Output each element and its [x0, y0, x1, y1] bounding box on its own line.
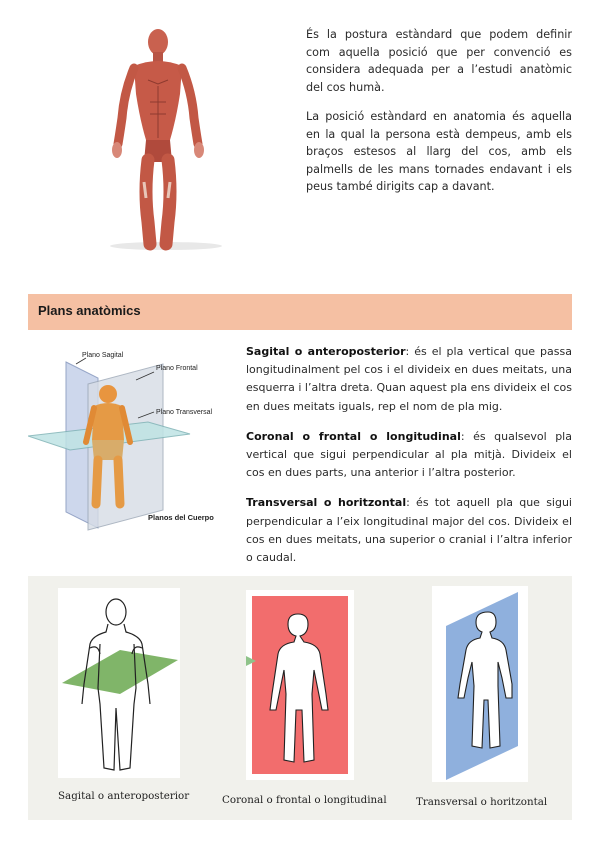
label-plano-sagital: Plano Sagital	[82, 352, 124, 359]
intro-paragraph-1: És la postura estàndard que podem definir com aquella posició que per convenció es considera adequada per a l’estudi anatòmic del cos humà.	[306, 28, 572, 94]
intro-paragraph-2: La posició estàndard en anatomia és aquella en la qual la persona està dempeus, amb els braços estesos al llarg del cos, amb els palmells de les mans tornades endavant i els peus també dirigits cap a davant.	[306, 110, 572, 193]
caption-transversal: Transversal o horitzontal	[416, 796, 548, 808]
sagital-plane-figure	[58, 588, 180, 778]
planes-figure-caption: Planos del Cuerpo	[148, 513, 214, 522]
label-plano-transversal: Plano Transversal	[156, 409, 213, 416]
definition-text: : és tot aquell pla que sigui perpendicular a l’eix longitudinal major del cos. Divideix el cos en dues meitats, una superior o cranial i l’altra inferior o caudal.	[246, 496, 572, 565]
arrow-marker-icon	[246, 654, 258, 668]
definition-term: Coronal o frontal o longitudinal	[246, 429, 461, 443]
plane-definitions	[246, 343, 572, 579]
caption-coronal: Coronal o frontal o longitudinal	[222, 794, 387, 806]
intro-text	[306, 26, 572, 208]
coronal-plane-figure	[246, 590, 354, 780]
definition-coronal	[246, 428, 572, 483]
muscular-anatomy-figure	[104, 22, 224, 252]
definition-text: : és qualsevol pla vertical que sigui perpendicular al pla mitjà. Divideix el cos en dues parts, una anterior i l’altra posterior.	[246, 429, 572, 480]
definition-sagital	[246, 343, 572, 416]
definition-term: Sagital o anteroposterior	[246, 345, 406, 358]
definition-transversal	[246, 494, 572, 567]
definition-text: : és el pla vertical que passa longitudinalment pel cos i el divideix en dues meitats, una esquerra i l’altra dreta. Quan aquest pla ens divideix el cos en dues meitats iguals, rep el nom de pla mig.	[246, 345, 572, 413]
section-title: Plans anatòmics	[38, 303, 141, 318]
transversal-plane-figure	[432, 586, 528, 782]
definition-term: Transversal o horitzontal	[246, 496, 407, 510]
label-plano-frontal: Plano Frontal	[156, 365, 198, 372]
body-planes-figure	[28, 344, 238, 532]
section-header	[28, 294, 572, 330]
caption-sagital: Sagital o anteroposterior	[58, 790, 190, 802]
planes-illustrations-panel	[28, 576, 572, 820]
